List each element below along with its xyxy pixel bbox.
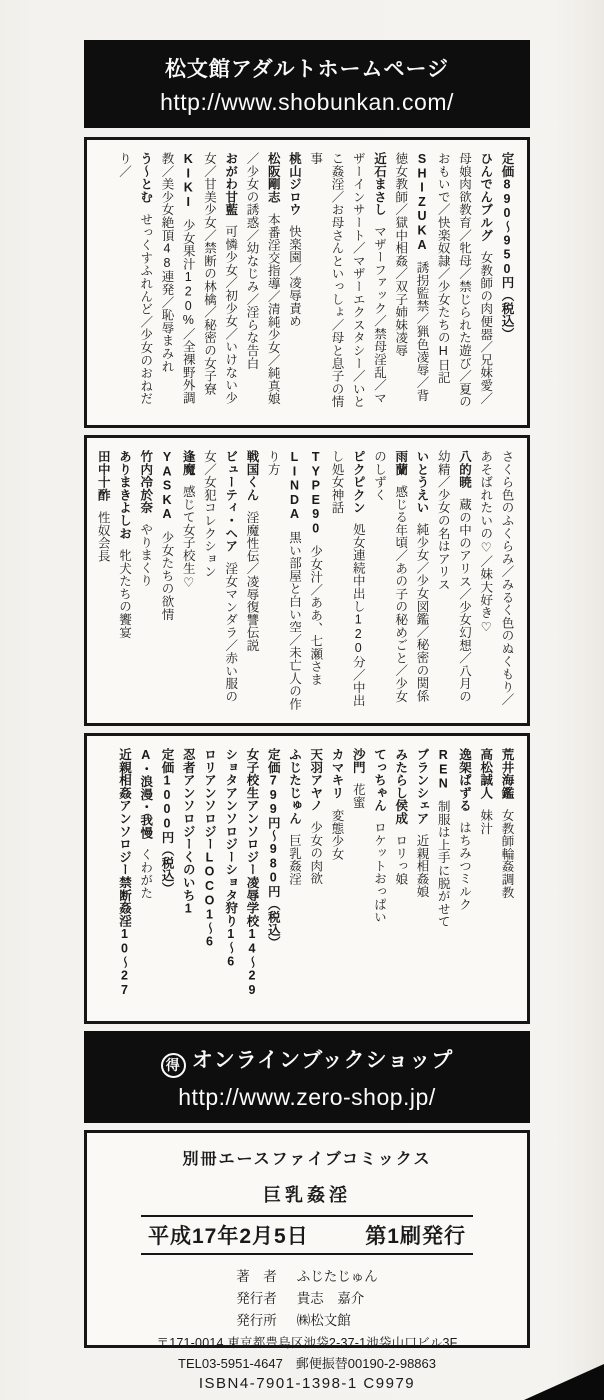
- work-titles: 女教師の肉便器／兄妹愛／母娘肉欲教育／牝母／禁じられた遊び／夏のおもいで／快楽奴隷／少女たちのH日記: [436, 152, 493, 408]
- online-bookshop-banner: [84, 1031, 530, 1123]
- colophon-box: [84, 1130, 530, 1392]
- printing-info: 第1刷発行: [365, 1225, 466, 1248]
- book-title: 巨乳姦淫: [263, 1185, 351, 1205]
- divider-line: [141, 1253, 473, 1255]
- author-name: ロリアンソロジーLOCO1〜6: [202, 748, 217, 949]
- work-titles: 妹汁: [478, 808, 493, 835]
- catalog-entry: [220, 748, 241, 1009]
- author-name: 八的暁: [457, 450, 472, 489]
- work-titles: やりまくり: [138, 523, 153, 588]
- author-name: ビューティ・ヘア: [223, 450, 238, 553]
- catalog-entry: [198, 450, 241, 711]
- author-name: 定価890〜950円（税込）: [500, 152, 514, 341]
- catalog-entry: [156, 450, 177, 711]
- catalog-entry: [368, 748, 389, 1009]
- author-name: A・浪漫・我慢: [138, 748, 153, 840]
- work-titles: 淫女マンダラ／赤い服の女／女犯コレクション: [202, 450, 238, 703]
- work-titles: 女教師輪姦調教: [500, 808, 514, 899]
- author-name: LINDA: [287, 450, 302, 522]
- author-name: REN: [436, 748, 451, 791]
- catalog-box-2: [84, 435, 530, 726]
- online-bookshop-label: オンラインブックショップ: [191, 1049, 454, 1072]
- author-name: 近石まさし: [372, 152, 387, 216]
- publication-date-row: [148, 1220, 466, 1250]
- catalog-entry: [305, 152, 390, 413]
- author-name: 逢魔: [181, 450, 196, 476]
- work-titles: 牝犬たちの饗宴: [117, 548, 132, 639]
- catalog-entry: [432, 152, 496, 413]
- catalog-entry: [135, 450, 156, 711]
- author-name: 雨蘭: [393, 450, 408, 476]
- catalog-entry: [390, 152, 433, 413]
- work-titles: 感じる年頃／あの子の秘めごと／少女のしずく: [372, 450, 408, 703]
- page-content: [84, 40, 530, 1392]
- work-titles: 誘拐監禁／猟色凌辱／背徳女教師／獄中相姦／双子姉妹凌辱: [393, 152, 429, 403]
- catalog-entry: [113, 450, 134, 711]
- author-name: いとうえい: [415, 450, 429, 514]
- author-name: 逸架ぱずる: [457, 748, 472, 812]
- author-name: 沙門: [351, 748, 366, 774]
- work-titles: はちみつミルク: [457, 821, 472, 911]
- work-titles: 黒い部屋と白い空／未亡人の作り方: [266, 450, 302, 711]
- work-titles: 少女果汁120%／全裸野外調教／美少女絶頂48連発／恥辱まみれ: [160, 152, 196, 404]
- publication-date: 平成17年2月5日: [148, 1225, 309, 1248]
- catalog-entry: [92, 450, 113, 711]
- work-titles: 制服は上手に脱がせて: [436, 800, 451, 929]
- online-bookshop-title: [90, 1044, 524, 1078]
- work-titles: 巨乳姦淫: [287, 834, 302, 886]
- catalog-box-2-flow: [97, 450, 517, 711]
- catalog-box-3: [84, 733, 530, 1024]
- work-titles: 近親相姦娘: [415, 834, 429, 899]
- catalog-entry: [432, 748, 453, 1009]
- catalog-entry: [177, 748, 198, 1009]
- work-titles: 純少女／少女図鑑／秘密の関係: [415, 523, 429, 703]
- catalog-entry: [283, 748, 304, 1009]
- catalog-entry: [326, 748, 347, 1009]
- author-name: ブランシェア: [415, 748, 429, 825]
- credit-label: 著 者: [236, 1269, 277, 1284]
- catalog-entry: [241, 748, 262, 1009]
- author-name: SHIZUKA: [415, 152, 429, 253]
- catalog-entry: [113, 152, 156, 413]
- catalog-entry: [496, 152, 517, 413]
- work-titles: 本番淫交指導／清純少女／純真娘／少女の誘惑／幼なじみ／淫らな告白: [245, 152, 281, 405]
- author-name: 松阪剛志: [266, 152, 281, 204]
- credit-row-publisher-person: [236, 1287, 378, 1307]
- catalog-entry: [326, 450, 369, 711]
- author-name: 定価799円〜980円（税込）: [266, 748, 281, 949]
- publisher-address: 〒171-0014 東京都豊島区池袋2-37-1池袋山口ビル3F: [156, 1336, 458, 1350]
- catalog-entry: [475, 450, 518, 711]
- work-titles: 変態少女: [330, 808, 344, 860]
- author-name: 桃山ジロウ: [287, 152, 302, 216]
- credit-value: 貴志 嘉介: [296, 1291, 365, 1306]
- author-name: 定価1000円（税込）: [160, 748, 174, 895]
- author-name: 戦国くん: [245, 450, 259, 502]
- work-titles: マザーファック／禁母淫乱／マザーインサート／マザーエクスタシー／いとこ姦淫／お母さんといっしょ／母と息子の情事: [308, 152, 387, 408]
- toku-badge-icon: 得: [161, 1053, 186, 1078]
- work-titles: 蔵の中のアリス／少女幻想／八月の幼精／少女の名はアリス: [436, 450, 472, 703]
- work-titles: 快楽園／凌辱責め: [287, 225, 302, 328]
- author-name: 田中十酢: [96, 450, 111, 502]
- work-titles: ロケットおっぱい: [372, 821, 387, 924]
- work-titles: 少女の肉欲: [308, 821, 323, 886]
- work-titles: 花蜜: [351, 782, 366, 809]
- author-name: 天羽アヤノ: [308, 748, 323, 812]
- credit-row-publishing-house: [236, 1309, 378, 1329]
- author-name: YASKA: [160, 450, 174, 522]
- catalog-entry: [475, 748, 496, 1009]
- credit-value: ふじたじゅん: [296, 1269, 378, 1284]
- catalog-entry: [411, 450, 432, 711]
- isbn-code: ISBN4-7901-1398-1 C9979: [198, 1375, 416, 1392]
- credits-block: [236, 1265, 378, 1329]
- work-titles: 淫魔性伝／凌辱復讐伝説: [245, 510, 259, 652]
- author-name: 荒井海鑑: [500, 748, 514, 800]
- author-name: う〜とむ: [138, 152, 153, 204]
- catalog-entry: [198, 152, 241, 413]
- credit-label: 発行者: [236, 1291, 277, 1306]
- work-titles: 感じて女子校生♡: [181, 484, 196, 590]
- divider-line: [141, 1215, 473, 1217]
- catalog-entry: [305, 748, 326, 1009]
- catalog-entry: [390, 748, 411, 1009]
- catalog-entry: [241, 152, 284, 413]
- publisher-homepage-banner: [84, 40, 530, 128]
- catalog-entry: [453, 748, 474, 1009]
- catalog-box-3-flow: [97, 748, 517, 1009]
- catalog-entry: [432, 450, 475, 711]
- author-name: 竹内冷於奈: [138, 450, 153, 514]
- author-name: 高松誠人: [478, 748, 493, 800]
- author-name: カマキリ: [330, 748, 344, 800]
- author-name: 近親相姦アンソロジー禁断姦淫10〜27: [117, 748, 132, 998]
- catalog-entry: [198, 748, 219, 1009]
- scan-corner-artifact: [524, 1364, 604, 1400]
- catalog-entry: [305, 450, 326, 711]
- work-titles: 処女連続中出し120分／中出し処女神話: [330, 450, 366, 708]
- catalog-entry: [241, 450, 262, 711]
- credit-value: ㈱松文館: [296, 1313, 351, 1328]
- author-name: ピクピクン: [351, 450, 366, 514]
- catalog-entry: [262, 450, 305, 711]
- author-name: ひんでんブルグ: [478, 152, 493, 242]
- author-name: みたらし侯成: [393, 748, 408, 825]
- series-name: 別冊エースファイブコミックス: [182, 1151, 432, 1168]
- credit-row-author: [236, 1265, 378, 1285]
- author-name: 忍者アンソロジーくのいち1: [181, 748, 196, 916]
- author-name: おがわ甘藍: [223, 152, 238, 216]
- author-name: 女子校生アンソロジー凌辱学校14〜29: [245, 748, 259, 998]
- work-titles: 少女たちの欲情: [160, 530, 174, 621]
- work-titles: 可憐少女／初少女／いけない少女／甘美少女／禁断の林檎／秘密の女子寮: [202, 152, 238, 405]
- catalog-entry: [368, 450, 411, 711]
- catalog-entry: [496, 748, 517, 1009]
- author-name: ありまきよしお: [117, 450, 132, 540]
- catalog-box-1: [84, 137, 530, 428]
- catalog-entry: [156, 152, 199, 413]
- work-titles: くわがた: [138, 848, 153, 900]
- author-name: KIKI: [181, 152, 196, 210]
- catalog-entry: [113, 748, 134, 1009]
- publisher-homepage-url: http://www.shobunkan.com/: [160, 89, 454, 115]
- online-bookshop-url: http://www.zero-shop.jp/: [178, 1084, 436, 1110]
- work-titles: さくら色のふくらみ／みるく色のぬくもり／あそばれたいの♡／妹大好き♡: [478, 450, 514, 706]
- catalog-entry: [411, 748, 432, 1009]
- publisher-homepage-title: 松文館アダルトホームページ: [164, 58, 450, 81]
- catalog-entry: [347, 748, 368, 1009]
- credit-label: 発行所: [236, 1313, 277, 1328]
- work-titles: 性奴会長: [96, 510, 111, 562]
- catalog-entry: [135, 748, 156, 1009]
- work-titles: ロリっ娘: [393, 834, 408, 886]
- catalog-entry: [283, 152, 304, 413]
- catalog-box-1-flow: [97, 152, 517, 413]
- author-name: ふじたじゅん: [287, 748, 302, 825]
- catalog-entry: [156, 748, 177, 1009]
- author-name: ショタアンソロジーショタ狩り1〜6: [223, 748, 238, 969]
- work-titles: せっくすふれんど／少女のおねだり／: [117, 152, 153, 405]
- publisher-tel: TEL03-5951-4647 郵便振替00190-2-98863: [178, 1356, 436, 1371]
- work-titles: 少女汁／ああ、七瀬さま: [308, 545, 323, 686]
- author-name: TYPE90: [308, 450, 323, 536]
- author-name: てっちゃん: [372, 748, 387, 812]
- catalog-entry: [262, 748, 283, 1009]
- catalog-entry: [177, 450, 198, 711]
